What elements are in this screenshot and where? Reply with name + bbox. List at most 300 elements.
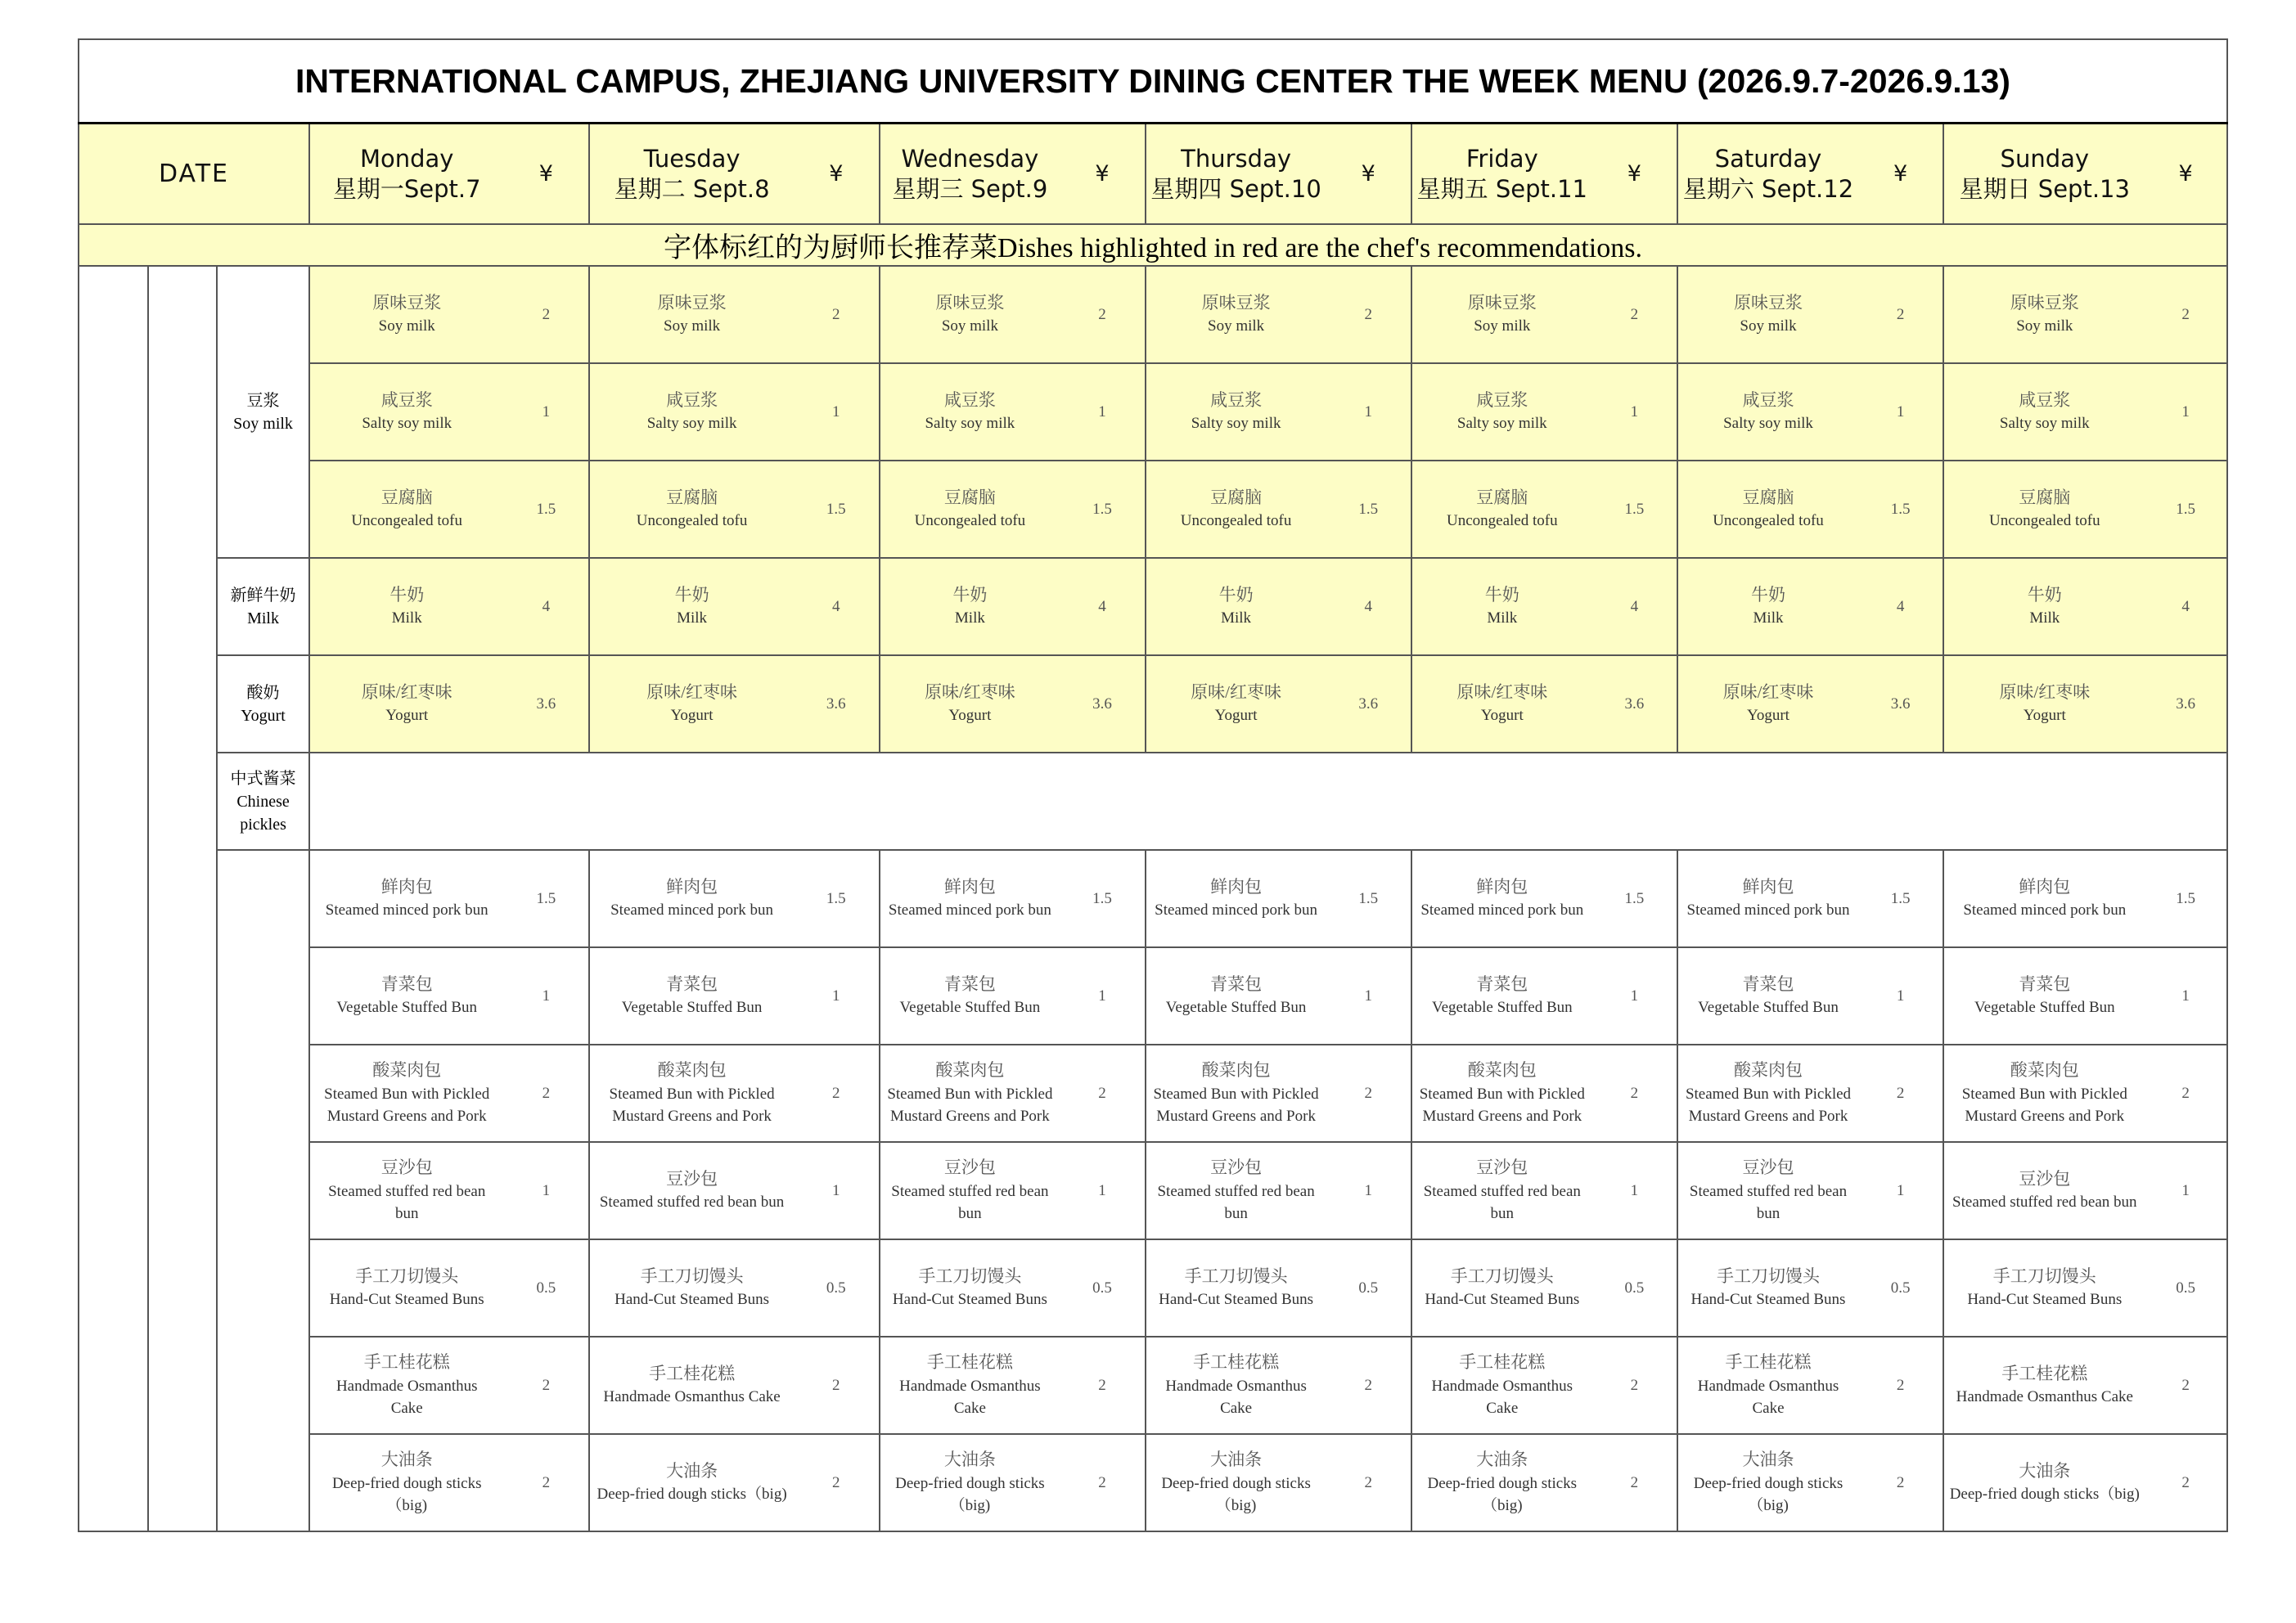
menu-item <box>1146 266 1326 363</box>
menu-item <box>309 1045 504 1142</box>
menu-item <box>309 558 504 655</box>
menu-item <box>589 655 794 753</box>
item-price: 1 <box>1326 363 1411 461</box>
item-name-zh: 鲜肉包 <box>1742 877 1794 897</box>
item-price: 2 <box>1060 1434 1146 1531</box>
menu-item <box>309 850 504 947</box>
item-name-en: Milk <box>391 609 422 627</box>
item-name-zh: 原味/红枣味 <box>1999 682 2091 703</box>
item-price: 1.5 <box>1858 461 1944 558</box>
item-name-zh: 原味豆浆 <box>1734 293 1803 313</box>
category-label: 新鲜牛奶 <box>230 586 296 605</box>
item-name-zh: 豆腐脑 <box>2019 488 2071 508</box>
item-name-zh: 手工刀切馒头 <box>1450 1266 1554 1287</box>
item-price: 2 <box>1326 1434 1411 1531</box>
item-name-en: Deep-fried dough sticks（big) <box>597 1486 787 1504</box>
item-price: 2 <box>1858 266 1944 363</box>
category-label: pickles <box>240 815 286 834</box>
item-price: 2 <box>2145 266 2227 363</box>
item-name-en: Soy milk <box>1740 317 1797 335</box>
item-name-en: Vegetable Stuffed Bun <box>336 999 478 1017</box>
item-price: 2 <box>504 1337 590 1434</box>
item-name-en: Soy milk <box>1208 317 1265 335</box>
item-name-en: Salty soy milk <box>362 415 452 433</box>
item-name-zh: 酸菜肉包 <box>657 1060 727 1081</box>
menu-item <box>309 655 504 753</box>
menu-item <box>1943 558 2145 655</box>
item-name-zh: 豆沙包 <box>2019 1169 2071 1189</box>
item-name-en: Yogurt <box>948 707 992 725</box>
menu-item <box>1943 1142 2145 1239</box>
item-name-en: Hand-Cut Steamed Buns <box>329 1291 484 1309</box>
menu-item <box>1677 850 1858 947</box>
item-price: 1.5 <box>794 850 880 947</box>
menu-item <box>1677 1239 1858 1337</box>
item-name-en: Steamed Bun with Pickled Mustard Greens and Pork <box>1153 1085 1319 1126</box>
item-price: 2 <box>504 1045 590 1142</box>
item-name-en: Hand-Cut Steamed Buns <box>1967 1291 2123 1309</box>
day-header-friday <box>1411 124 1592 225</box>
item-name-zh: 豆腐脑 <box>380 488 433 508</box>
item-name-zh: 手工桂花糕 <box>363 1352 450 1373</box>
menu-item <box>309 266 504 363</box>
category-label: Yogurt <box>241 706 286 725</box>
item-name-zh: 原味豆浆 <box>1201 293 1271 313</box>
day-header-sunday <box>1943 124 2145 225</box>
item-name-en: Vegetable Stuffed Bun <box>1165 999 1307 1017</box>
menu-item <box>1943 655 2145 753</box>
item-price: 1.5 <box>504 461 590 558</box>
item-price: 1 <box>1592 947 1678 1045</box>
item-price: 1 <box>504 947 590 1045</box>
item-name-en: Salty soy milk <box>1723 415 1813 433</box>
item-name-en: Milk <box>1221 609 1252 627</box>
menu-item <box>589 1239 794 1337</box>
item-name-zh: 大油条 <box>1476 1450 1528 1470</box>
item-name-zh: 鲜肉包 <box>1476 877 1528 897</box>
item-price: 2 <box>1592 1434 1678 1531</box>
menu-item <box>880 461 1060 558</box>
menu-item <box>880 363 1060 461</box>
day-name: Thursday <box>1181 145 1292 173</box>
table-row <box>79 1045 2227 1142</box>
item-price: 1.5 <box>2145 850 2227 947</box>
currency-header: ¥ <box>2145 124 2227 225</box>
item-price: 2 <box>1326 1045 1411 1142</box>
table-row <box>79 1142 2227 1239</box>
item-name-zh: 酸菜肉包 <box>372 1060 442 1081</box>
item-name-en: Steamed Bun with Pickled Mustard Greens and Pork <box>324 1085 490 1126</box>
item-name-en: Uncongealed tofu <box>1988 512 2100 530</box>
item-name-en: Steamed stuffed red bean bun <box>891 1182 1049 1223</box>
menu-item <box>1146 947 1326 1045</box>
item-name-zh: 原味豆浆 <box>372 293 442 313</box>
item-name-zh: 青菜包 <box>2019 974 2071 995</box>
menu-item <box>880 1434 1060 1531</box>
item-price: 3.6 <box>1592 655 1678 753</box>
item-price: 4 <box>1326 558 1411 655</box>
item-name-zh: 大油条 <box>666 1461 718 1481</box>
item-name-en: Steamed Bun with Pickled Mustard Greens and Pork <box>1685 1085 1852 1126</box>
menu-item <box>589 1337 794 1434</box>
day-name: Monday <box>359 145 454 173</box>
item-name-zh: 青菜包 <box>380 974 433 995</box>
item-price: 1.5 <box>1592 850 1678 947</box>
item-price: 1 <box>1858 1142 1944 1239</box>
menu-item <box>1677 947 1858 1045</box>
item-name-zh: 青菜包 <box>666 974 718 995</box>
item-name-en: Steamed Bun with Pickled Mustard Greens and Pork <box>887 1085 1053 1126</box>
item-name-en: Uncongealed tofu <box>1447 512 1558 530</box>
item-name-zh: 青菜包 <box>1210 974 1263 995</box>
item-name-en: Deep-fried dough sticks（big) <box>331 1474 482 1515</box>
day-name: Friday <box>1465 145 1538 173</box>
item-name-en: Milk <box>677 609 708 627</box>
day-name: Saturday <box>1714 145 1822 173</box>
item-name-zh: 咸豆浆 <box>943 390 996 411</box>
menu-table <box>78 38 2228 1532</box>
item-price: 1 <box>794 947 880 1045</box>
menu-item <box>1146 558 1326 655</box>
menu-item <box>1943 1337 2145 1434</box>
date-header: DATE <box>79 124 309 225</box>
item-price: 1.5 <box>1060 461 1146 558</box>
item-price: 1.5 <box>2145 461 2227 558</box>
menu-item <box>1146 1045 1326 1142</box>
day-name: Wednesday <box>901 145 1039 173</box>
item-name-en: Deep-fried dough sticks（big) <box>1161 1474 1311 1515</box>
item-name-en: Steamed minced pork bun <box>1420 901 1584 919</box>
item-name-en: Uncongealed tofu <box>351 512 463 530</box>
item-price: 2 <box>1592 1045 1678 1142</box>
item-name-en: Deep-fried dough sticks（big) <box>1427 1474 1578 1515</box>
menu-item <box>1146 655 1326 753</box>
item-name-en: Steamed stuffed red bean bun <box>1423 1182 1581 1223</box>
item-name-en: Hand-Cut Steamed Buns <box>1159 1291 1314 1309</box>
item-name-zh: 青菜包 <box>1742 974 1794 995</box>
item-price: 1 <box>1060 363 1146 461</box>
menu-item <box>309 461 504 558</box>
currency-header: ¥ <box>1592 124 1678 225</box>
item-name-zh: 原味豆浆 <box>1467 293 1537 313</box>
item-name-en: Hand-Cut Steamed Buns <box>1425 1291 1580 1309</box>
menu-item <box>880 1142 1060 1239</box>
category-label: Milk <box>247 609 279 627</box>
table-row <box>79 850 2227 947</box>
menu-item <box>1677 461 1858 558</box>
item-price: 2 <box>1060 1045 1146 1142</box>
item-name-en: Vegetable Stuffed Bun <box>899 999 1041 1017</box>
menu-item <box>589 1142 794 1239</box>
item-price: 0.5 <box>1858 1239 1944 1337</box>
menu-item <box>1677 558 1858 655</box>
table-row <box>79 266 2227 363</box>
item-name-zh: 牛奶 <box>674 585 709 605</box>
item-price: 1 <box>2145 1142 2227 1239</box>
menu-item <box>1677 1045 1858 1142</box>
menu-item <box>589 363 794 461</box>
item-name-en: Steamed stuffed red bean bun <box>1157 1182 1315 1223</box>
item-name-en: Salty soy milk <box>1456 415 1547 433</box>
item-price: 2 <box>1858 1045 1944 1142</box>
item-name-zh: 原味/红枣味 <box>646 682 737 703</box>
category-milk <box>217 558 309 655</box>
item-price: 0.5 <box>794 1239 880 1337</box>
item-name-en: Soy milk <box>1474 317 1531 335</box>
item-name-en: Steamed stuffed red bean bun <box>599 1194 785 1212</box>
item-name-zh: 大油条 <box>943 1450 996 1470</box>
item-name-zh: 鲜肉包 <box>380 877 433 897</box>
item-price: 2 <box>2145 1045 2227 1142</box>
item-name-en: Deep-fried dough sticks（big) <box>1693 1474 1844 1515</box>
menu-item <box>1943 363 2145 461</box>
page-title: INTERNATIONAL CAMPUS, ZHEJIANG UNIVERSITY DINING CENTER THE WEEK MENU (2026.9.7-2026.9.13) <box>79 39 2227 124</box>
item-price: 2 <box>1060 1337 1146 1434</box>
item-price: 1.5 <box>1858 850 1944 947</box>
item-name-zh: 咸豆浆 <box>666 390 718 411</box>
day-header-monday <box>309 124 504 225</box>
item-name-zh: 原味豆浆 <box>2010 293 2079 313</box>
item-price: 1 <box>504 1142 590 1239</box>
item-name-en: Salty soy milk <box>1191 415 1281 433</box>
item-name-zh: 牛奶 <box>1218 585 1254 605</box>
item-price: 2 <box>1858 1337 1944 1434</box>
item-price: 2 <box>504 266 590 363</box>
item-name-en: Yogurt <box>2023 707 2066 725</box>
menu-item <box>880 1045 1060 1142</box>
item-name-zh: 豆沙包 <box>380 1158 433 1178</box>
item-price: 3.6 <box>2145 655 2227 753</box>
item-name-en: Handmade Osmanthus Cake <box>1697 1377 1839 1418</box>
category-label: 豆浆 <box>246 391 280 410</box>
item-price: 4 <box>2145 558 2227 655</box>
table-row <box>79 1337 2227 1434</box>
item-name-en: Handmade Osmanthus Cake <box>603 1388 781 1406</box>
item-price: 4 <box>504 558 590 655</box>
item-name-zh: 咸豆浆 <box>380 390 433 411</box>
item-price: 1 <box>1592 1142 1678 1239</box>
menu-item <box>309 1142 504 1239</box>
item-name-en: Hand-Cut Steamed Buns <box>1690 1291 1846 1309</box>
item-price: 2 <box>1592 1337 1678 1434</box>
item-price: 2 <box>794 1434 880 1531</box>
item-price: 3.6 <box>1326 655 1411 753</box>
category-label: Chinese <box>236 792 290 811</box>
item-price: 1 <box>1326 1142 1411 1239</box>
item-name-en: Yogurt <box>1480 707 1524 725</box>
item-price: 1 <box>1858 363 1944 461</box>
item-name-zh: 大油条 <box>1210 1450 1263 1470</box>
menu-item <box>1411 850 1592 947</box>
menu-item <box>1411 1045 1592 1142</box>
item-price: 3.6 <box>1858 655 1944 753</box>
menu-item <box>1943 461 2145 558</box>
item-name-zh: 手工桂花糕 <box>1459 1352 1546 1373</box>
item-name-zh: 青菜包 <box>943 974 996 995</box>
item-price: 2 <box>1592 266 1678 363</box>
item-price: 4 <box>1858 558 1944 655</box>
menu-item <box>1146 850 1326 947</box>
day-header-wednesday <box>880 124 1060 225</box>
menu-item <box>589 558 794 655</box>
menu-item <box>589 850 794 947</box>
item-name-en: Steamed Bun with Pickled Mustard Greens and Pork <box>1961 1085 2127 1126</box>
menu-item <box>309 1239 504 1337</box>
currency-header: ¥ <box>504 124 590 225</box>
item-price: 0.5 <box>1592 1239 1678 1337</box>
menu-item <box>880 266 1060 363</box>
menu-item <box>1943 1434 2145 1531</box>
table-row <box>79 461 2227 558</box>
currency-header: ¥ <box>1326 124 1411 225</box>
category-soy-milk <box>217 266 309 558</box>
category-buns <box>217 850 309 1531</box>
item-name-zh: 鲜肉包 <box>1210 877 1263 897</box>
menu-item <box>1146 461 1326 558</box>
item-name-en: Uncongealed tofu <box>1180 512 1292 530</box>
menu-item <box>1411 363 1592 461</box>
currency-header: ¥ <box>1858 124 1944 225</box>
menu-item <box>880 947 1060 1045</box>
item-name-en: Handmade Osmanthus Cake <box>1956 1388 2133 1406</box>
menu-item <box>1411 266 1592 363</box>
category-pickles <box>217 753 309 850</box>
item-price: 2 <box>794 1337 880 1434</box>
table-row <box>79 655 2227 753</box>
item-price: 1 <box>794 363 880 461</box>
item-name-en: Milk <box>1753 609 1784 627</box>
item-price: 1.5 <box>1326 850 1411 947</box>
currency-header: ¥ <box>1060 124 1146 225</box>
item-name-en: Soy milk <box>941 317 998 335</box>
item-price: 0.5 <box>504 1239 590 1337</box>
item-name-en: Steamed minced pork bun <box>1963 901 2127 919</box>
menu-item <box>1411 1239 1592 1337</box>
menu-item <box>880 1337 1060 1434</box>
menu-item <box>880 850 1060 947</box>
item-name-zh: 手工刀切馒头 <box>640 1266 744 1287</box>
item-price: 2 <box>1326 1337 1411 1434</box>
item-name-zh: 牛奶 <box>952 585 988 605</box>
item-name-zh: 豆腐脑 <box>1210 488 1263 508</box>
menu-item <box>309 1434 504 1531</box>
menu-item <box>1943 1045 2145 1142</box>
menu-item <box>880 1239 1060 1337</box>
item-name-zh: 手工刀切馒头 <box>1992 1266 2096 1287</box>
item-name-zh: 原味/红枣味 <box>1722 682 1814 703</box>
table-row <box>79 1434 2227 1531</box>
item-price: 1.5 <box>1060 850 1146 947</box>
menu-item <box>1943 266 2145 363</box>
menu-item <box>309 947 504 1045</box>
item-name-zh: 牛奶 <box>389 585 425 605</box>
item-name-en: Steamed minced pork bun <box>1155 901 1318 919</box>
menu-item <box>309 363 504 461</box>
category-label: 酸奶 <box>246 683 280 702</box>
item-price: 1.5 <box>504 850 590 947</box>
menu-item <box>1943 947 2145 1045</box>
item-name-zh: 原味/红枣味 <box>1456 682 1548 703</box>
category-label: 中式酱菜 <box>230 769 296 788</box>
item-name-zh: 酸菜肉包 <box>1467 1060 1537 1081</box>
item-name-en: Uncongealed tofu <box>636 512 748 530</box>
menu-item <box>589 461 794 558</box>
day-name: Tuesday <box>643 145 741 173</box>
item-price: 2 <box>1060 266 1146 363</box>
item-name-en: Handmade Osmanthus Cake <box>899 1377 1041 1418</box>
item-price: 1 <box>1060 947 1146 1045</box>
menu-item <box>309 1337 504 1434</box>
item-name-zh: 酸菜肉包 <box>2010 1060 2079 1081</box>
item-price: 1 <box>1326 947 1411 1045</box>
item-name-zh: 手工桂花糕 <box>1193 1352 1280 1373</box>
item-price: 2 <box>2145 1337 2227 1434</box>
item-name-en: Steamed Bun with Pickled Mustard Greens and Pork <box>1419 1085 1585 1126</box>
item-name-zh: 鲜肉包 <box>666 877 718 897</box>
item-name-zh: 豆腐脑 <box>943 488 996 508</box>
item-name-zh: 牛奶 <box>1751 585 1785 605</box>
day-date: 星期一Sept.7 <box>332 174 481 203</box>
item-name-en: Steamed stuffed red bean bun <box>1952 1194 2137 1212</box>
item-name-en: Deep-fried dough sticks（big) <box>1949 1486 2140 1504</box>
item-name-en: Vegetable Stuffed Bun <box>1974 999 2115 1017</box>
item-name-en: Steamed minced pork bun <box>325 901 488 919</box>
menu-item <box>1146 1337 1326 1434</box>
item-name-zh: 青菜包 <box>1476 974 1528 995</box>
item-price: 2 <box>794 1045 880 1142</box>
item-price: 1 <box>1592 363 1678 461</box>
menu-item <box>1146 1239 1326 1337</box>
item-name-zh: 豆沙包 <box>943 1158 996 1178</box>
menu-item <box>1677 1337 1858 1434</box>
item-name-zh: 酸菜肉包 <box>935 1060 1005 1081</box>
item-name-zh: 原味/红枣味 <box>1191 682 1282 703</box>
item-price: 3.6 <box>504 655 590 753</box>
chef-recommendation-note: 字体标红的为厨师长推荐菜Dishes highlighted in red are the chef's recommendations. <box>79 224 2227 266</box>
item-price: 0.5 <box>2145 1239 2227 1337</box>
menu-item <box>1411 1434 1592 1531</box>
menu-item <box>589 1434 794 1531</box>
menu-item <box>1411 558 1592 655</box>
item-name-en: Soy milk <box>2016 317 2073 335</box>
table-row <box>79 558 2227 655</box>
item-name-en: Salty soy milk <box>1999 415 2090 433</box>
item-name-zh: 大油条 <box>2019 1461 2071 1481</box>
item-price: 2 <box>1326 266 1411 363</box>
menu-item <box>589 266 794 363</box>
item-name-zh: 手工桂花糕 <box>926 1352 1013 1373</box>
item-name-en: Steamed minced pork bun <box>888 901 1051 919</box>
item-name-zh: 原味/红枣味 <box>924 682 1015 703</box>
menu-item <box>880 655 1060 753</box>
item-price: 1 <box>504 363 590 461</box>
item-name-zh: 手工刀切馒头 <box>355 1266 459 1287</box>
day-name: Sunday <box>2000 145 2090 173</box>
day-date: 星期五 Sept.11 <box>1416 174 1587 203</box>
day-date: 星期三 Sept.9 <box>892 174 1048 203</box>
item-name-en: Salty soy milk <box>646 415 737 433</box>
table-row <box>79 947 2227 1045</box>
item-name-zh: 豆沙包 <box>666 1169 718 1189</box>
menu-item <box>1677 266 1858 363</box>
item-name-en: Yogurt <box>385 707 429 725</box>
item-name-en: Steamed minced pork bun <box>610 901 774 919</box>
item-name-zh: 咸豆浆 <box>1476 390 1528 411</box>
item-name-zh: 咸豆浆 <box>1210 390 1263 411</box>
menu-item <box>1411 655 1592 753</box>
menu-item <box>1146 1434 1326 1531</box>
item-price: 2 <box>794 266 880 363</box>
